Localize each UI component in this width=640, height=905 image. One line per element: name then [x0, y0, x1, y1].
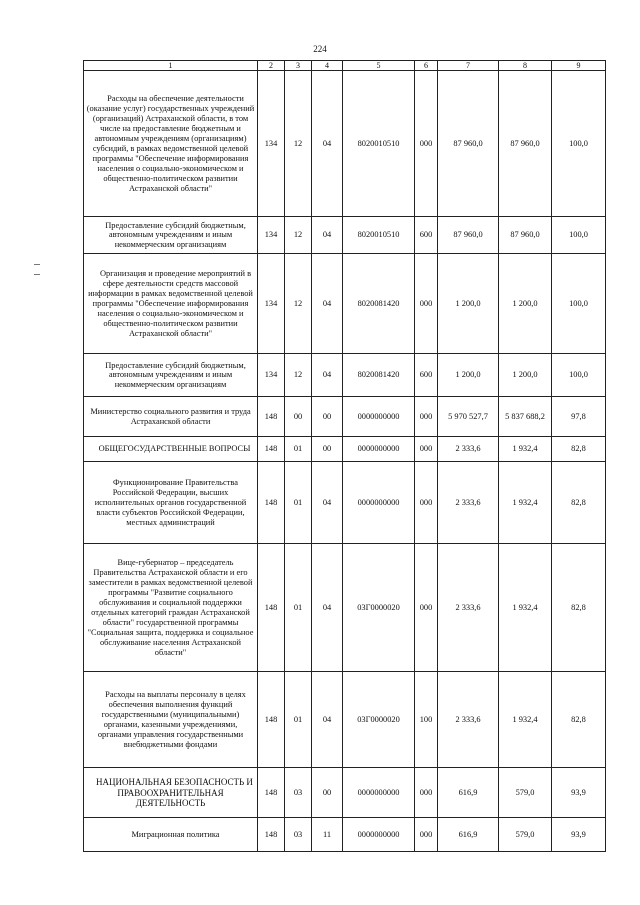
cell-actual: 1 932,4 [499, 544, 552, 672]
table-row [84, 354, 606, 397]
header-cell: 2 [258, 61, 285, 71]
cell-percent: 82,8 [552, 672, 606, 768]
header-row [84, 61, 606, 71]
cell-admin-code: 148 [258, 544, 285, 672]
cell-percent: 82,8 [552, 544, 606, 672]
row-name: Миграционная политика [84, 818, 258, 852]
cell-plan: 1 200,0 [438, 354, 499, 397]
row-name: Министерство социального развития и труда Астраханской области [84, 397, 258, 437]
table-row [84, 217, 606, 254]
budget-table [83, 60, 606, 852]
cell-section: 12 [285, 71, 312, 217]
cell-plan: 2 333,6 [438, 544, 499, 672]
cell-admin-code: 134 [258, 71, 285, 217]
cell-actual: 579,0 [499, 768, 552, 818]
cell-expense-type: 000 [415, 397, 438, 437]
cell-subsection: 04 [312, 544, 343, 672]
cell-subsection: 04 [312, 254, 343, 354]
cell-actual: 1 932,4 [499, 437, 552, 462]
cell-target-article: 0000000000 [343, 437, 415, 462]
page-number: 224 [313, 44, 327, 54]
cell-admin-code: 148 [258, 462, 285, 544]
cell-plan: 616,9 [438, 818, 499, 852]
header-cell: 1 [84, 61, 258, 71]
table-row [84, 397, 606, 437]
table-row [84, 818, 606, 852]
cell-percent: 93,9 [552, 818, 606, 852]
cell-plan: 616,9 [438, 768, 499, 818]
cell-target-article: 8020010510 [343, 217, 415, 254]
cell-section: 01 [285, 544, 312, 672]
table-row [84, 768, 606, 818]
cell-actual: 1 932,4 [499, 462, 552, 544]
cell-target-article: 0000000000 [343, 397, 415, 437]
cell-subsection: 00 [312, 437, 343, 462]
cell-section: 00 [285, 397, 312, 437]
cell-expense-type: 000 [415, 437, 438, 462]
cell-section: 03 [285, 818, 312, 852]
cell-subsection: 04 [312, 672, 343, 768]
cell-section: 01 [285, 462, 312, 544]
margin-mark [34, 264, 40, 265]
cell-expense-type: 000 [415, 768, 438, 818]
cell-section: 12 [285, 254, 312, 354]
margin-mark [34, 274, 40, 275]
cell-plan: 5 970 527,7 [438, 397, 499, 437]
cell-percent: 93,9 [552, 768, 606, 818]
row-name: Предоставление субсидий бюджетным, автономным учреждениям и иным некоммерческим организациям [84, 354, 258, 397]
table-row [84, 672, 606, 768]
cell-expense-type: 600 [415, 217, 438, 254]
cell-target-article: 03Г0000020 [343, 544, 415, 672]
cell-expense-type: 000 [415, 462, 438, 544]
row-name: Расходы на обеспечение деятельности (оказание услуг) государственных учреждений (организаций) Астраханской области, в том числе на предоставление бюджетным и автономным учреждениям (организациям) субсидий, в рамках ведомственной целевой программы "Обеспечение информирования населения о социально-экономическом и общественно-политическом развитии Астраханской области" [84, 71, 258, 217]
cell-plan: 2 333,6 [438, 672, 499, 768]
cell-section: 12 [285, 354, 312, 397]
cell-subsection: 04 [312, 462, 343, 544]
table-row [84, 544, 606, 672]
table-row [84, 437, 606, 462]
header-cell: 9 [552, 61, 606, 71]
cell-section: 03 [285, 768, 312, 818]
cell-admin-code: 134 [258, 354, 285, 397]
cell-section: 01 [285, 672, 312, 768]
row-name: Вице-губернатор – председатель Правительства Астраханской области и его заместители в рамках ведомственной целевой программы "Развитие социального обслуживания и социальной поддержки отдельных категорий граждан Астраханской области" государственной программы "Социальная защита, поддержка и социальное обслуживание населения Астраханской области" [84, 544, 258, 672]
cell-expense-type: 000 [415, 818, 438, 852]
cell-percent: 100,0 [552, 71, 606, 217]
cell-admin-code: 148 [258, 437, 285, 462]
row-name: Функционирование Правительства Российской Федерации, высших исполнительных органов государственной власти субъектов Российской Федерации, местных администраций [84, 462, 258, 544]
cell-admin-code: 148 [258, 672, 285, 768]
cell-admin-code: 148 [258, 768, 285, 818]
cell-target-article: 0000000000 [343, 462, 415, 544]
cell-subsection: 04 [312, 71, 343, 217]
row-name: Расходы на выплаты персоналу в целях обеспечения выполнения функций государственными (муниципальными) органами, казенными учреждениями, органами управления государственными внебюджетными фондами [84, 672, 258, 768]
cell-plan: 2 333,6 [438, 462, 499, 544]
header-cell: 7 [438, 61, 499, 71]
cell-admin-code: 134 [258, 217, 285, 254]
cell-actual: 1 932,4 [499, 672, 552, 768]
cell-percent: 100,0 [552, 354, 606, 397]
table-row [84, 462, 606, 544]
cell-plan: 1 200,0 [438, 254, 499, 354]
cell-target-article: 0000000000 [343, 768, 415, 818]
cell-admin-code: 148 [258, 818, 285, 852]
cell-expense-type: 000 [415, 71, 438, 217]
cell-plan: 2 333,6 [438, 437, 499, 462]
header-cell: 4 [312, 61, 343, 71]
cell-admin-code: 134 [258, 254, 285, 354]
row-name: ОБЩЕГОСУДАРСТВЕННЫЕ ВОПРОСЫ [84, 437, 258, 462]
cell-actual: 5 837 688,2 [499, 397, 552, 437]
cell-subsection: 04 [312, 354, 343, 397]
cell-target-article: 8020081420 [343, 254, 415, 354]
cell-subsection: 00 [312, 397, 343, 437]
row-name: Предоставление субсидий бюджетным, автономным учреждениям и иным некоммерческим организациям [84, 217, 258, 254]
cell-target-article: 0000000000 [343, 818, 415, 852]
cell-actual: 1 200,0 [499, 254, 552, 354]
cell-target-article: 03Г0000020 [343, 672, 415, 768]
row-name: Организация и проведение мероприятий в сфере деятельности средств массовой информации в рамках ведомственной целевой программы "Обеспечение информирования населения о социально-экономическом и общественно-политическом развитии Астраханской области" [84, 254, 258, 354]
cell-section: 12 [285, 217, 312, 254]
cell-expense-type: 000 [415, 254, 438, 354]
cell-actual: 87 960,0 [499, 217, 552, 254]
cell-target-article: 8020010510 [343, 71, 415, 217]
cell-actual: 87 960,0 [499, 71, 552, 217]
cell-plan: 87 960,0 [438, 217, 499, 254]
cell-percent: 82,8 [552, 437, 606, 462]
cell-actual: 1 200,0 [499, 354, 552, 397]
cell-section: 01 [285, 437, 312, 462]
cell-plan: 87 960,0 [438, 71, 499, 217]
cell-percent: 100,0 [552, 217, 606, 254]
cell-subsection: 04 [312, 217, 343, 254]
cell-expense-type: 100 [415, 672, 438, 768]
row-name: НАЦИОНАЛЬНАЯ БЕЗОПАСНОСТЬ И ПРАВООХРАНИТЕЛЬНАЯ ДЕЯТЕЛЬНОСТЬ [84, 768, 258, 818]
cell-actual: 579,0 [499, 818, 552, 852]
cell-expense-type: 600 [415, 354, 438, 397]
header-cell: 8 [499, 61, 552, 71]
cell-percent: 82,8 [552, 462, 606, 544]
cell-target-article: 8020081420 [343, 354, 415, 397]
cell-expense-type: 000 [415, 544, 438, 672]
cell-subsection: 00 [312, 768, 343, 818]
header-cell: 3 [285, 61, 312, 71]
cell-percent: 100,0 [552, 254, 606, 354]
cell-percent: 97,8 [552, 397, 606, 437]
header-cell: 6 [415, 61, 438, 71]
table-row [84, 254, 606, 354]
table-row [84, 71, 606, 217]
cell-admin-code: 148 [258, 397, 285, 437]
cell-subsection: 11 [312, 818, 343, 852]
header-cell: 5 [343, 61, 415, 71]
